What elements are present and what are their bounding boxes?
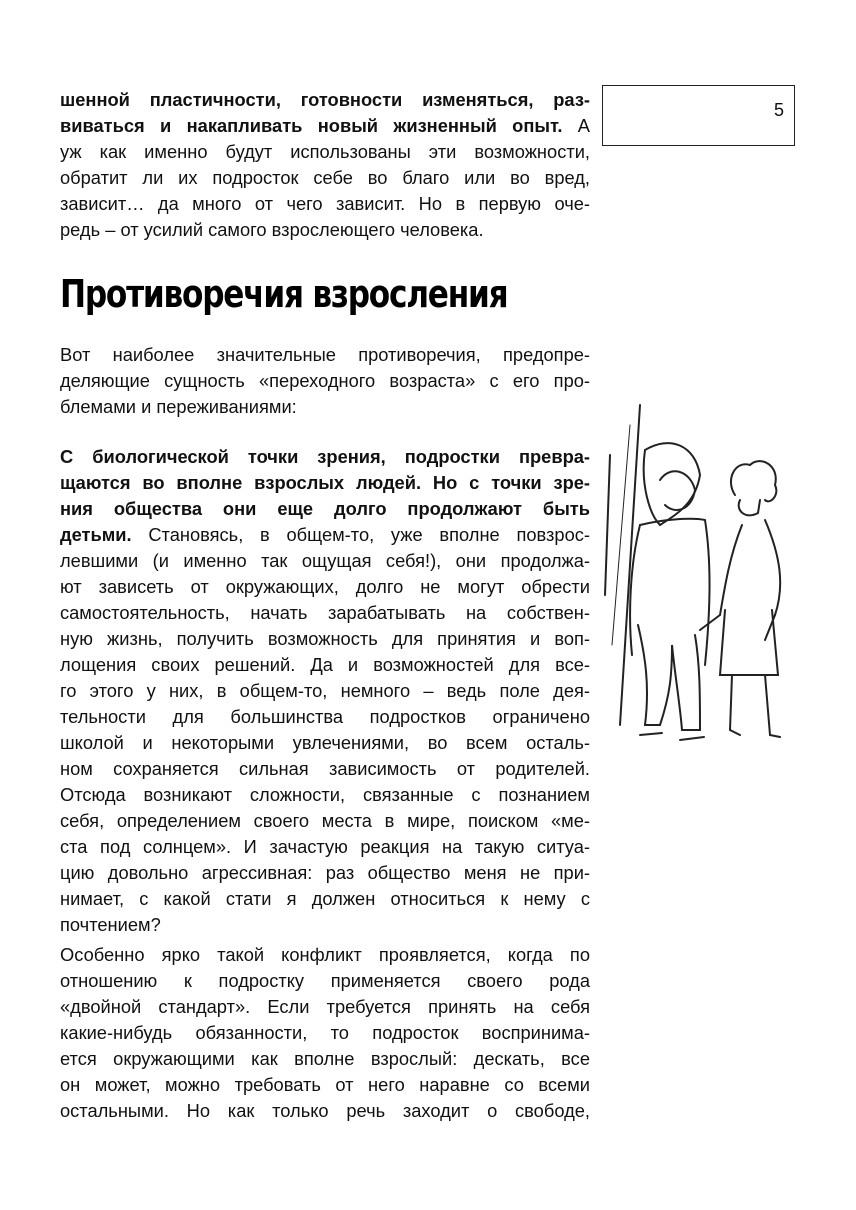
bold-text: шенной пластичности, готовности изменяться, раз- [60,89,590,110]
text: тельности для большинства подростков ограничено [60,706,590,727]
text: редь – от усилий самого взрослеющего человека. [60,219,484,240]
text: остальными. Но как только речь заходит о свободе, [60,1100,590,1121]
bold-text: детьми. [60,524,132,545]
page-number: 5 [773,100,784,120]
text: А [562,115,590,136]
text-line [60,730,590,756]
text-line [60,191,590,217]
bold-text: С биологической точки зрения, подростки превра- [60,446,590,467]
text-line [60,912,590,938]
paragraph-double-standard [60,942,590,1124]
text-line [60,834,590,860]
text: ют зависеть от окружающих, долго не могут обрести [60,576,590,597]
text-line [60,113,590,139]
text: левшими (и именно так ощущая себя!), они продолжа- [60,550,590,571]
text-line [60,522,590,548]
text-line [60,548,590,574]
text: цию довольно агрессивная: раз общество меня не при- [60,862,590,883]
text: почтением? [60,914,161,935]
paragraph-lead [60,342,590,420]
text-line [60,652,590,678]
paragraph-intro-continuation [60,87,590,243]
bold-text: виваться и накапливать новый жизненный опыт. [60,115,563,136]
text: ется окружающими как вполне взрослый: дескать, все [60,1048,590,1069]
text-line [60,496,590,522]
text: самостоятельность, начать зарабатывать на собствен- [60,602,590,623]
text-line [60,860,590,886]
text: он может, можно требовать от него наравне со всеми [60,1074,590,1095]
text-line [60,368,590,394]
text-line [60,1098,590,1124]
text-line [60,394,590,420]
text-line [60,165,590,191]
text-line [60,1020,590,1046]
text-line [60,968,590,994]
text: себя, определением своего места в мире, поиском «ме- [60,810,590,831]
text-line [60,782,590,808]
text-line [60,217,590,243]
illustration-teen-and-mother [600,395,795,765]
text-line [60,139,590,165]
text: деляющие сущность «переходного возраста» с его про- [60,370,590,391]
text-line [60,600,590,626]
text: какие-нибудь обязанности, то подросток воспринима- [60,1022,590,1043]
text: зависит… да много от чего зависит. Но в первую оче- [60,193,590,214]
text-line [60,756,590,782]
text-line [60,87,590,113]
text-line [60,704,590,730]
text: нимает, с какой стати я должен относиться к нему с [60,888,590,909]
text: Особенно ярко такой конфликт проявляется, когда по [60,944,590,965]
text: го этого у них, в общем-то, немного – ведь поле дея- [60,680,590,701]
text: ном сохраняется сильная зависимость от родителей. [60,758,590,779]
text: «двойной стандарт». Если требуется принять на себя [60,996,590,1017]
text: ста под солнцем». И зачастую реакция на такую ситуа- [60,836,590,857]
bold-text: щаются во вполне взрослых людей. Но с точки зре- [60,472,590,493]
text-line [60,942,590,968]
text: отношению к подростку применяется своего рода [60,970,590,991]
text: ную жизнь, получить возможность для принятия и воп- [60,628,590,649]
text: обратит ли их подросток себе во благо или во вред, [60,167,590,188]
text-line [60,342,590,368]
text: Становясь, в общем-то, уже вполне повзрос- [131,524,590,545]
text: уж как именно будут использованы эти возможности, [60,141,590,162]
text: блемами и переживаниями: [60,396,297,417]
text-line [60,1072,590,1098]
text-line [60,886,590,912]
bold-text: ния общества они еще долго продолжают быть [60,498,590,519]
text: Вот наиболее значительные противоречия, предопре- [60,344,590,365]
text-line [60,808,590,834]
text-line [60,994,590,1020]
paragraph-biological-contradiction [60,444,590,938]
page-number-box [602,85,795,146]
text-line [60,626,590,652]
text: школой и некоторыми увлечениями, во всем осталь- [60,732,590,753]
text-line [60,444,590,470]
text-line [60,574,590,600]
text-line [60,678,590,704]
text-line [60,470,590,496]
text: Отсюда возникают сложности, связанные с познанием [60,784,590,805]
text-line [60,1046,590,1072]
text: лощения своих решений. Да и возможностей для все- [60,654,590,675]
section-heading: Противоречия взросления [60,272,508,316]
